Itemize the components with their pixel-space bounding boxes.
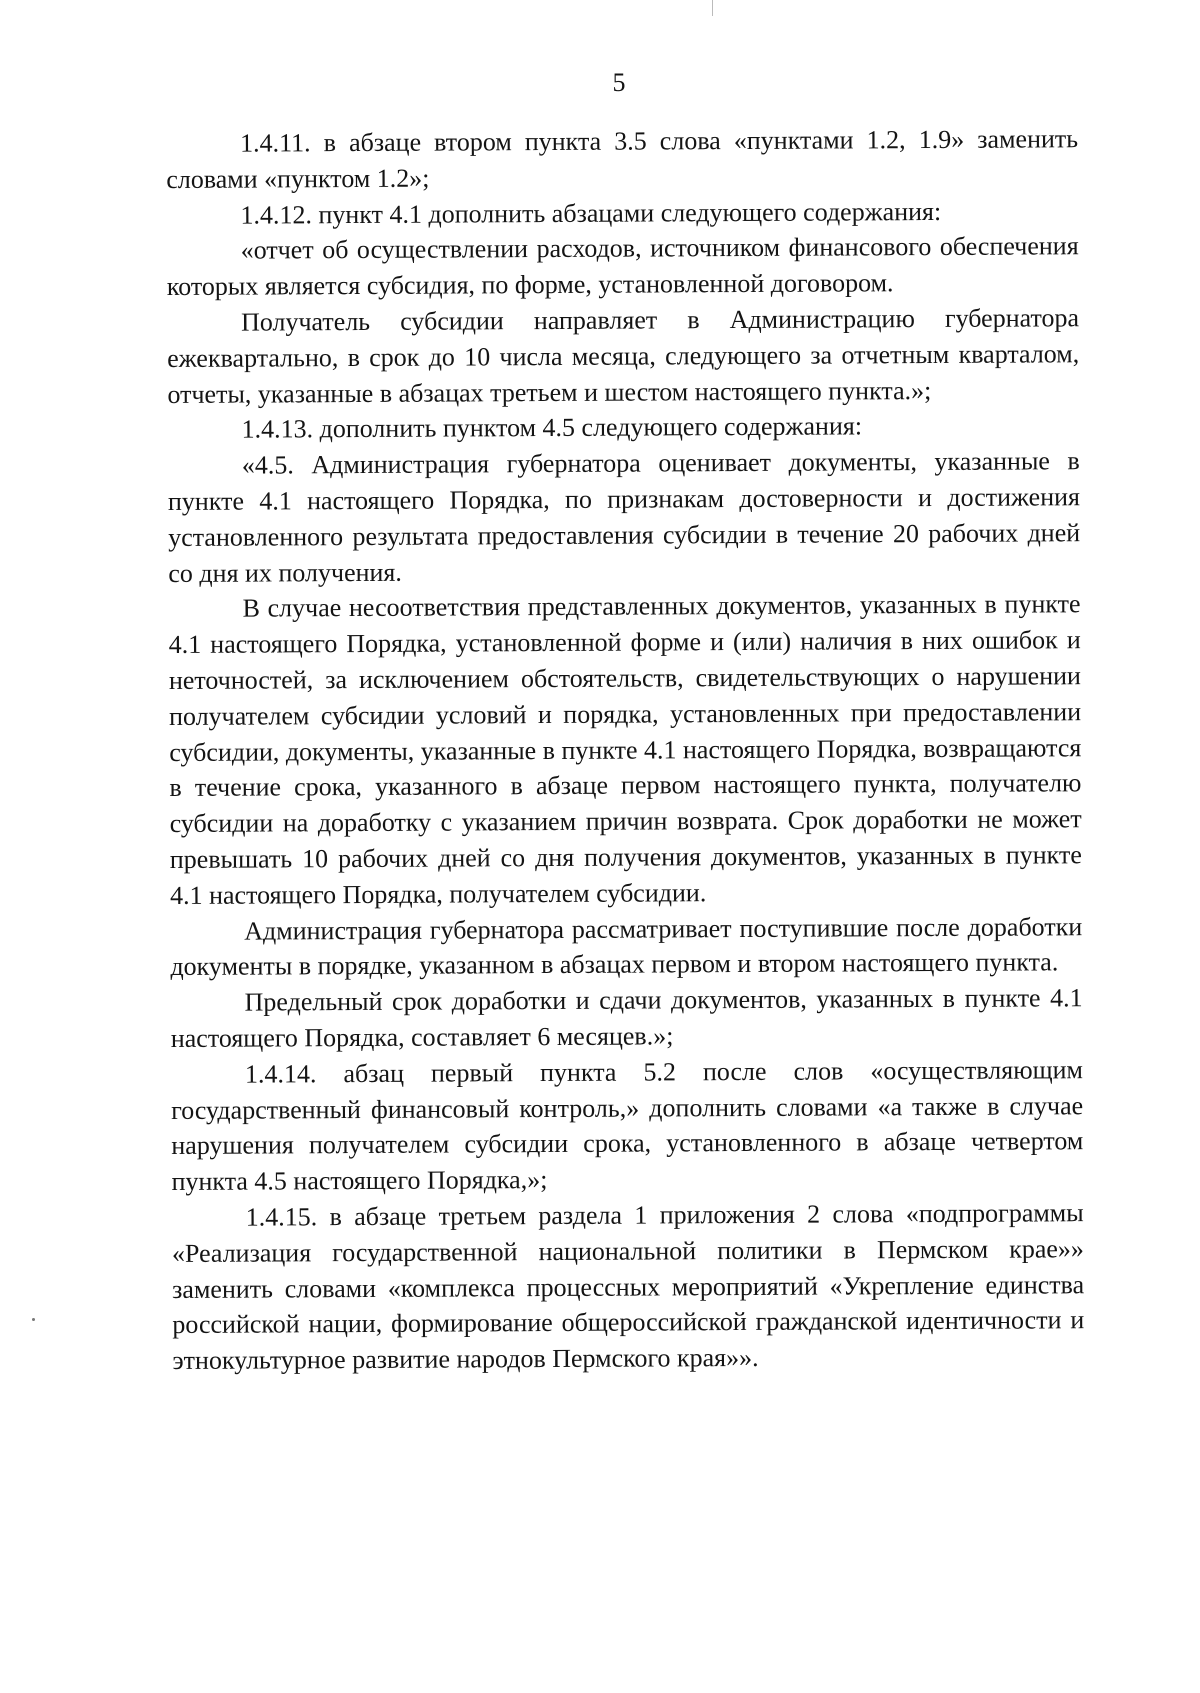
paragraph-4-5: «4.5. Администрация губернатора оценивает документы, указанные в пункте 4.1 настоящего Порядка, по признакам достоверности и достижения установленного результата предоставления субсидии в течение 20 рабочих дней со дня их получения. xyxy=(167,446,1081,588)
document-body xyxy=(166,121,1085,1379)
paragraph-report-form: «отчет об осуществлении расходов, источником финансового обеспечения которых является субсидия, по форме, установленной договором. xyxy=(166,231,1079,302)
paragraph-1-4-11: 1.4.11. в абзаце втором пункта 3.5 слова «пунктами 1.2, 1.9» заменить словами «пунктом 1.2»; xyxy=(166,124,1079,194)
page-number: 5 xyxy=(612,68,626,97)
scan-mark xyxy=(712,0,713,16)
paragraph-1-4-12: 1.4.12. пункт 4.1 дополнить абзацами следующего содержания: xyxy=(240,196,942,230)
scan-speck xyxy=(32,1318,35,1321)
paragraph-deadline: Предельный срок доработки и сдачи документов, указанных в пункте 4.1 настоящего Порядка, составляет 6 месяцев.»; xyxy=(170,983,1083,1053)
paragraph-1-4-14: 1.4.14. абзац первый пункта 5.2 после слов «осуществляющим государственный финансовый контроль,» дополнить словами «а также в случае нарушения получателем субсидии срока, установленного в абзаце четвертом пункта 4.5 настоящего Порядка,»; xyxy=(171,1054,1084,1197)
paragraph-quarterly-reports: Получатель субсидии направляет в Администрацию губернатора ежеквартально, в срок до 10 числа месяца, следующего за отчетным кварталом, отчеты, указанные в абзацах третьем и шестом настоящего пункта.»; xyxy=(167,303,1080,409)
paragraph-nonconformity: В случае несоответствия представленных документов, указанных в пункте 4.1 настоящего Порядка, установленной форме и (или) наличия в них ошибок и неточностей, за исключением обстоятельств, свидетельствующих о нарушении получателем субсидии условий и порядка, установленных при предоставлении субсидии, документы, указанные в пункте 4.1 настоящего Порядка, возвращаются в течение срока, указанного в абзаце первом настоящего пункта, получателю субсидии на доработку с указанием причин возврата. Срок доработки не может превышать 10 рабочих дней со дня получения документов, указанных в пункте 4.1 настоящего Порядка, получателем субсидии. xyxy=(168,589,1082,910)
paragraph-1-4-15: 1.4.15. в абзаце третьем раздела 1 приложения 2 слова «подпрограммы «Реализация государственной национальной политики в Пермском крае»» заменить словами «комплекса процессных мероприятий «Укрепление единства российской нации, формирование общероссийской гражданской идентичности и этнокультурное развитие народов Пермского края»». xyxy=(171,1198,1085,1376)
paragraph-review-after-revision: Администрация губернатора рассматривает поступившие после доработки документы в порядке, указанном в абзацах первом и втором настоящего пункта. xyxy=(170,911,1083,982)
paragraph-1-4-13: 1.4.13. дополнить пунктом 4.5 следующего содержания: xyxy=(241,411,863,444)
